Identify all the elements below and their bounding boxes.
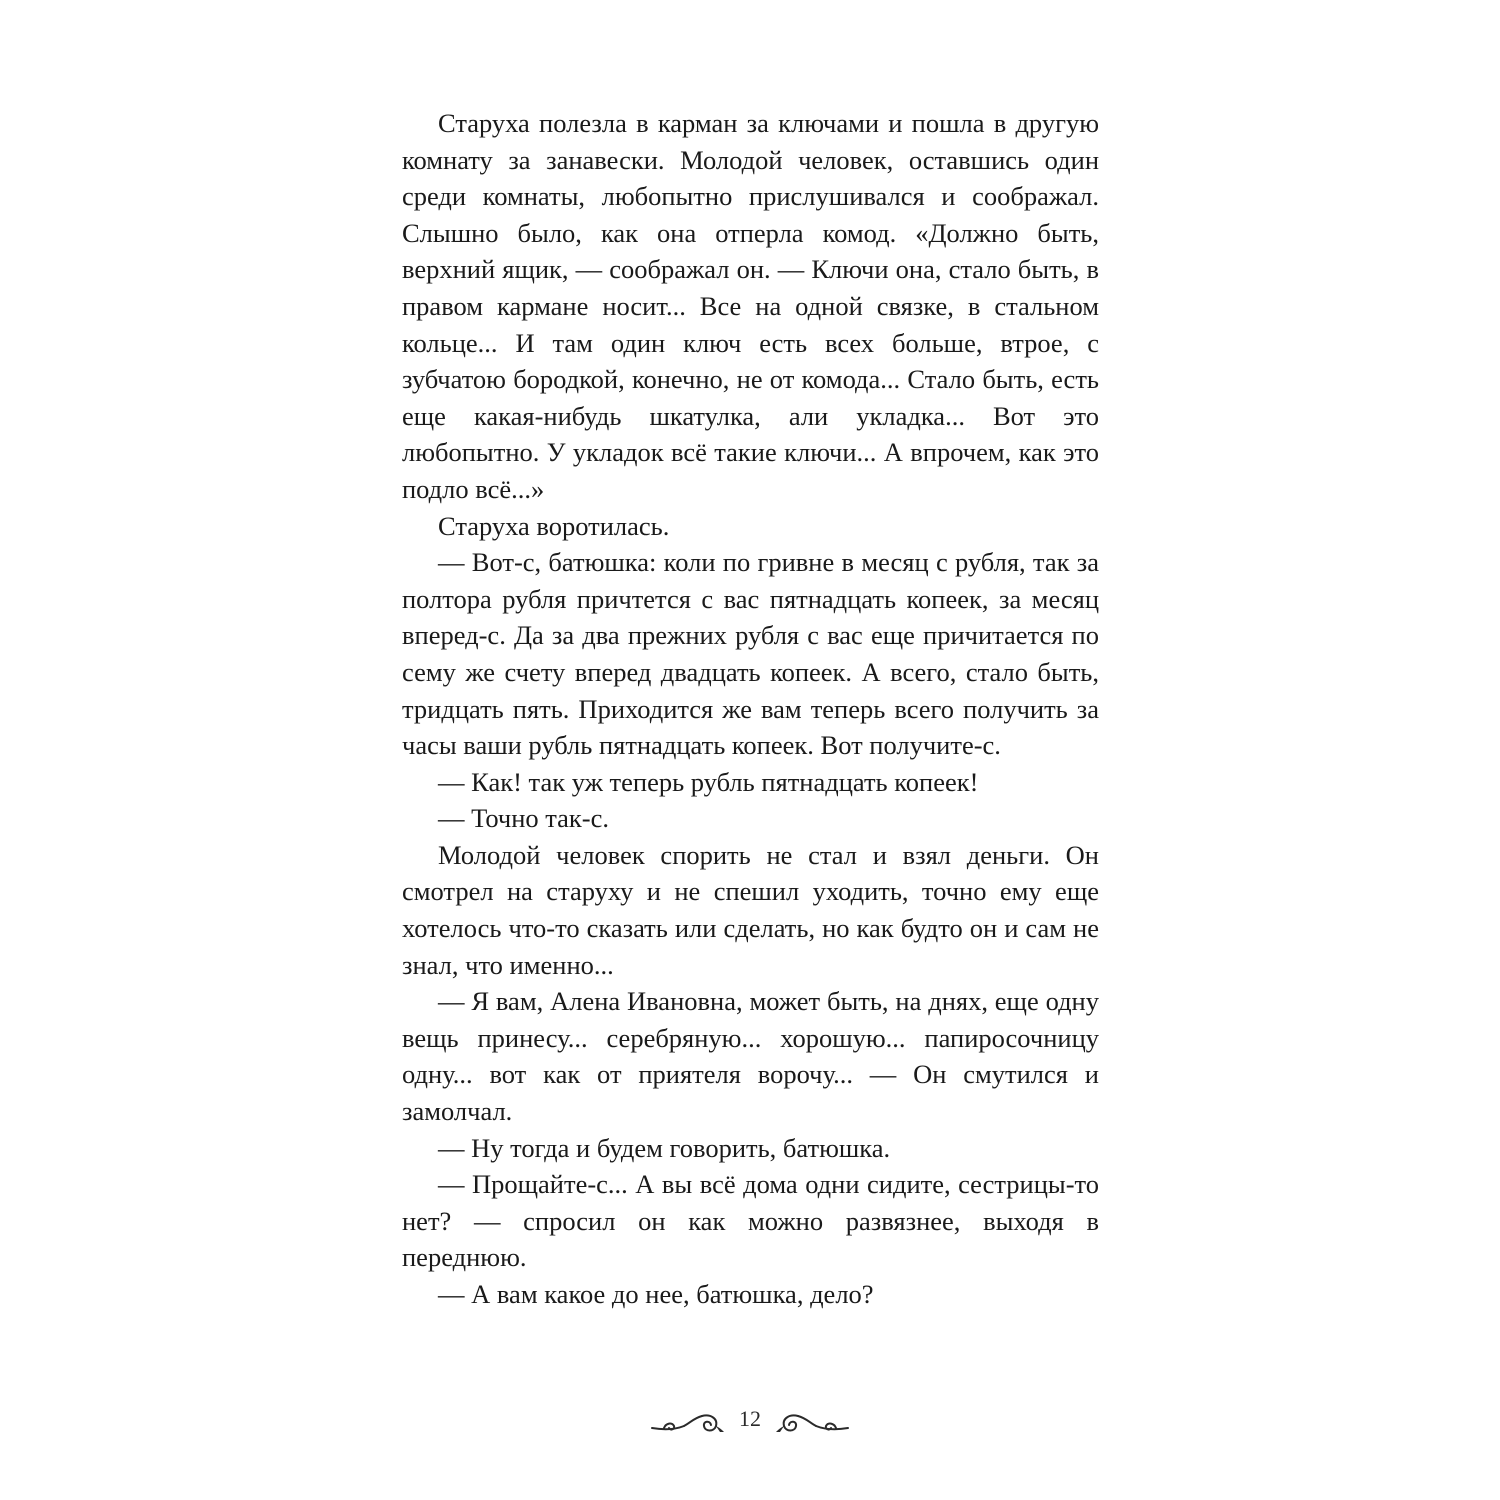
paragraph-7: — Я вам, Алена Ивановна, может быть, на днях, еще одну вещь принесу... серебряную... хорошую... папиросочницу одну... вот как от приятеля ворочу... — Он смутился и замолчал. <box>402 986 1099 1127</box>
paragraph-8: — Ну тогда и будем говорить, батюшка. <box>438 1132 891 1163</box>
page-folio <box>650 1402 850 1442</box>
paragraph-5: — Точно так-с. <box>438 803 610 834</box>
paragraph-9: — Прощайте-с... А вы всё дома одни сидите, сестрицы-то нет? — спросил он как можно развязнее, выходя в переднюю. <box>402 1169 1099 1273</box>
scroll-flourish-left-icon <box>650 1408 724 1436</box>
paragraph-3: — Вот-с, батюшка: коли по гривне в месяц с рубля, так за полтора рубля причтется с вас пятнадцать копеек, за месяц вперед-с. Да за два прежних рубля с вас еще причитается по сему же счету вперед двадцать копеек. А всего, стало быть, тридцать пять. Приходится же вам теперь всего получить за часы ваши рубль пятнадцать копеек. Вот получите-с. <box>402 547 1099 761</box>
paragraph-2: Старуха воротилась. <box>438 510 670 541</box>
paragraph-10: — А вам какое до нее, батюшка, дело? <box>438 1279 874 1309</box>
body-text <box>402 105 1099 1313</box>
scroll-flourish-right-icon <box>776 1408 850 1436</box>
paragraph-4: — Как! так уж теперь рубль пятнадцать копеек! <box>438 766 979 797</box>
page-number: 12 <box>739 1406 761 1431</box>
paragraph-6: Молодой человек спорить не стал и взял деньги. Он смотрел на старуху и не спешил уходить, точно ему еще хотелось что-то сказать или сделать, но как будто он и сам не знал, что именно... <box>402 839 1099 980</box>
paragraph-1: Старуха полезла в карман за ключами и пошла в другую комнату за занавески. Молодой человек, оставшись один среди комнаты, любопытно прислушивался и соображал. Слышно было, как она отперла комод. «Должно быть, верхний ящик, — соображал он. — Ключи она, стало быть, в правом кармане носит... Все на одной связке, в стальном кольце... И там один ключ есть всех больше, втрое, с зубчатою бородкой, конечно, не от комода... Стало быть, есть еще какая-нибудь шкатулка, али укладка... Вот это любопытно. У укладок всё такие ключи... А впрочем, как это подло всё...» <box>402 108 1099 504</box>
